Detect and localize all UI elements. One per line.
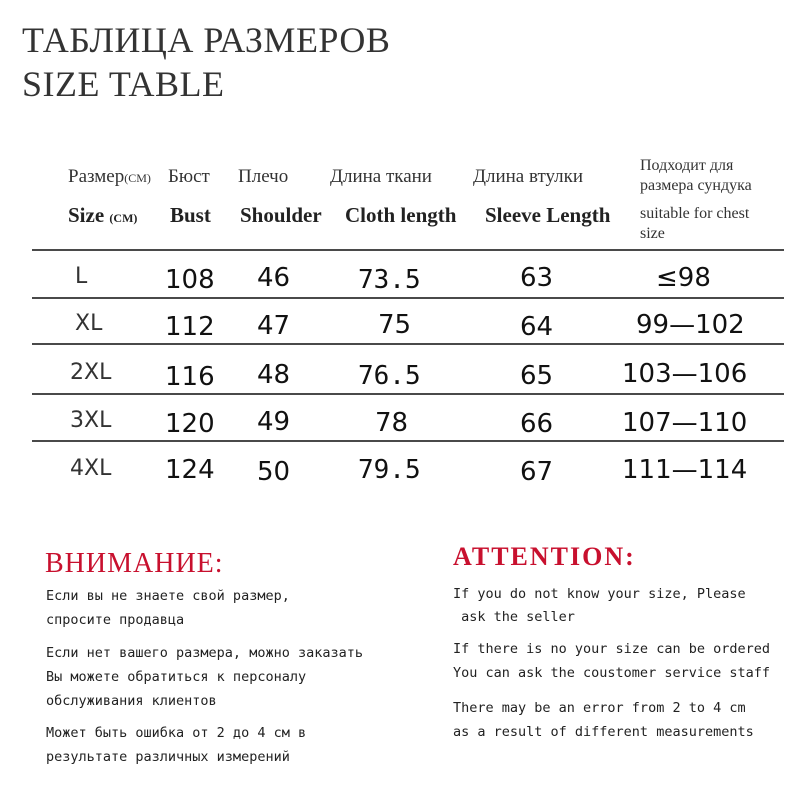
header-size-ru-unit: (CM) xyxy=(124,171,151,185)
cell-shoulder: 50 xyxy=(257,457,291,487)
header-size-en-label: Size xyxy=(68,203,105,227)
cell-chest: 103—106 xyxy=(622,359,748,389)
header-bust-ru: Бюст xyxy=(168,166,210,187)
cell-size: 3XL xyxy=(70,408,112,433)
cell-size: 4XL xyxy=(70,456,112,481)
header-cloth-length-en: Cloth length xyxy=(345,203,457,227)
cell-cloth-length: 79.5 xyxy=(358,455,421,485)
cell-cloth-length: 75 xyxy=(378,310,412,340)
header-chest-en: suitable for chest size xyxy=(640,205,750,242)
cell-sleeve-length: 66 xyxy=(520,409,554,439)
cell-chest: 99—102 xyxy=(636,310,745,340)
cell-bust: 120 xyxy=(165,409,215,439)
attention-ru-line: Может быть ошибка от 2 до 4 см в xyxy=(46,725,307,741)
cell-bust: 112 xyxy=(165,312,215,342)
attention-ru-line: Вы можете обратиться к персоналу xyxy=(46,669,307,685)
header-size-en-unit: (CM) xyxy=(109,211,138,225)
cell-size: 2XL xyxy=(70,360,112,385)
cell-shoulder: 46 xyxy=(257,263,291,293)
cell-cloth-length: 73.5 xyxy=(358,265,421,295)
cell-cloth-length: 78 xyxy=(375,408,409,438)
attention-ru-line: спросите продавца xyxy=(46,612,185,628)
header-bust-en: Bust xyxy=(170,203,211,227)
header-size-en xyxy=(68,203,137,228)
attention-en-line: ask the seller xyxy=(453,609,575,625)
page-title xyxy=(22,18,390,106)
table-rule xyxy=(32,440,784,442)
table-rule xyxy=(32,249,784,251)
cell-shoulder: 47 xyxy=(257,311,291,341)
header-size-ru-label: Размер xyxy=(68,166,125,187)
header-sleeve-length-en: Sleeve Length xyxy=(485,203,611,227)
header-chest-ru: Подходит для размера сундука xyxy=(640,157,752,194)
title-ru: ТАБЛИЦА РАЗМЕРОВ xyxy=(22,20,391,60)
attention-ru-line: результате различных измерений xyxy=(46,749,290,765)
cell-bust: 116 xyxy=(165,362,215,392)
header-cloth-length-ru: Длина ткани xyxy=(330,166,432,187)
table-rule xyxy=(32,343,784,345)
cell-bust: 124 xyxy=(165,455,215,485)
attention-title-en: ATTENTION: xyxy=(453,542,636,571)
header-shoulder-en: Shoulder xyxy=(240,203,322,227)
cell-chest: 107—110 xyxy=(622,408,748,438)
cell-shoulder: 48 xyxy=(257,360,291,390)
table-rule xyxy=(32,297,784,299)
table-rule xyxy=(32,393,784,395)
attention-title-ru: ВНИМАНИЕ: xyxy=(45,548,224,579)
header-sleeve-length-ru: Длина втулки xyxy=(473,166,584,187)
attention-en-line: If you do not know your size, Please xyxy=(453,586,746,602)
header-shoulder-ru: Плечо xyxy=(238,166,289,187)
cell-size: XL xyxy=(75,311,103,336)
cell-cloth-length: 76.5 xyxy=(358,361,421,391)
title-en: SIZE TABLE xyxy=(22,64,225,104)
cell-chest: ≤98 xyxy=(656,263,711,293)
cell-size: L xyxy=(75,264,88,289)
cell-sleeve-length: 64 xyxy=(520,312,554,342)
cell-bust: 108 xyxy=(165,265,215,295)
attention-en-line: You can ask the coustomer service staff xyxy=(453,665,770,681)
attention-en-line: as a result of different measurements xyxy=(453,724,754,740)
attention-ru-line: Если нет вашего размера, можно заказать xyxy=(46,645,363,661)
attention-ru-line: обслуживания клиентов xyxy=(46,693,217,709)
attention-en-line: There may be an error from 2 to 4 cm xyxy=(453,700,746,716)
cell-sleeve-length: 65 xyxy=(520,361,554,391)
cell-sleeve-length: 63 xyxy=(520,263,554,293)
cell-shoulder: 49 xyxy=(257,407,291,437)
header-size-ru xyxy=(68,166,151,188)
cell-sleeve-length: 67 xyxy=(520,457,554,487)
attention-en-line: If there is no your size can be ordered xyxy=(453,641,770,657)
cell-chest: 111—114 xyxy=(622,455,748,485)
attention-ru-line: Если вы не знаете свой размер, xyxy=(46,588,290,604)
